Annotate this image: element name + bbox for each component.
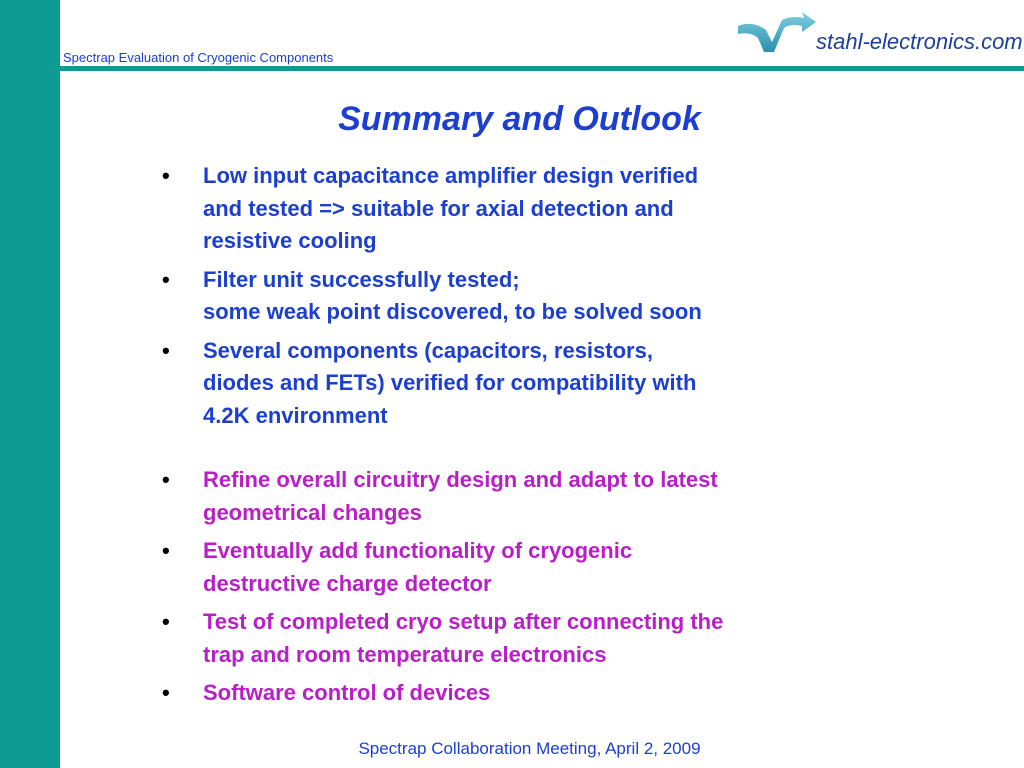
- header-subtitle: Spectrap Evaluation of Cryogenic Components: [63, 50, 334, 65]
- bullet-item: [160, 335, 860, 433]
- bullet-item: [160, 606, 860, 671]
- bullet-text-line: geometrical changes: [203, 499, 422, 525]
- logo-arrow-icon: [736, 12, 816, 54]
- bullet-text-line: 4.2K environment: [203, 402, 388, 428]
- bullet-marker: •: [162, 609, 170, 634]
- logo-text: stahl-electronics.com: [816, 29, 1023, 54]
- bullet-item: [160, 535, 860, 600]
- bullet-item: [160, 160, 860, 258]
- bullet-item: [160, 464, 860, 529]
- bullet-text-line: Software control of devices: [203, 680, 491, 705]
- bullet-list: [160, 160, 860, 716]
- bullet-marker: •: [162, 337, 170, 363]
- bullet-text-line: Low input capacitance amplifier design verified: [203, 163, 699, 188]
- bullet-text-line: Refine overall circuitry design and adapt to latest: [203, 467, 718, 492]
- company-logo: [736, 12, 1021, 62]
- bullet-marker: •: [162, 163, 170, 188]
- bullet-text-line: resistive cooling: [203, 228, 377, 253]
- footer-text: Spectrap Collaboration Meeting, April 2, 2009: [358, 739, 701, 758]
- bullet-marker: •: [162, 467, 170, 492]
- bullet-marker: •: [162, 266, 170, 292]
- bullet-text-line: and tested => suitable for axial detection and: [203, 195, 674, 221]
- bullet-text-line: Several components (capacitors, resistors,: [203, 337, 653, 363]
- bullet-text-line: Filter unit successfully tested;: [203, 266, 520, 292]
- bullet-item: [160, 264, 860, 329]
- bullet-marker: •: [162, 680, 170, 705]
- bullet-marker: •: [162, 538, 170, 563]
- slide-title: Summary and Outlook: [338, 100, 701, 138]
- bullet-text-line: trap and room temperature electronics: [203, 641, 607, 667]
- bullet-item: [160, 677, 860, 710]
- bullet-text-line: Test of completed cryo setup after connecting the: [203, 609, 724, 634]
- bullet-text-line: diodes and FETs) verified for compatibility with: [203, 370, 697, 395]
- bullet-text-line: Eventually add functionality of cryogenic: [203, 538, 633, 563]
- header-divider: [60, 66, 1024, 71]
- bullet-text-line: destructive charge detector: [203, 570, 492, 596]
- bullet-text-line: some weak point discovered, to be solved soon: [203, 299, 702, 324]
